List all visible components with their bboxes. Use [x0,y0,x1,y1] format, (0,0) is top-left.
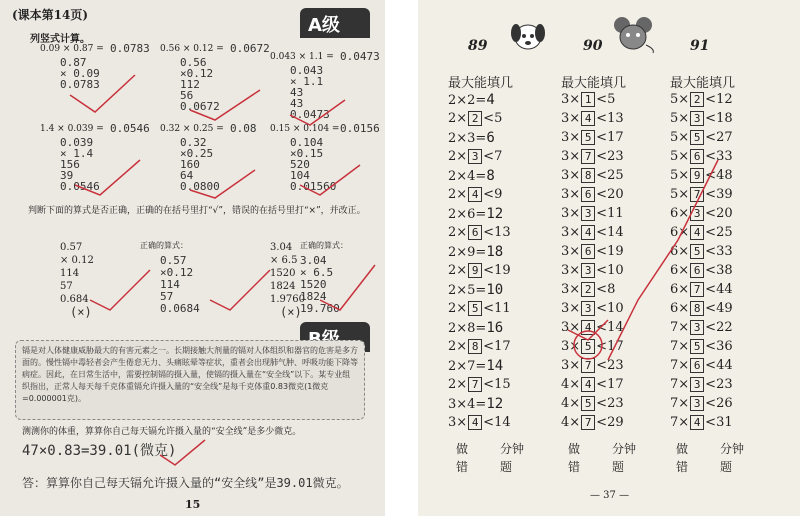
answer-box[interactable]: 3 [581,263,595,278]
row-prefix: 5× [670,111,690,126]
row-prefix: 3× [561,301,581,316]
row-suffix: <48 [705,168,733,183]
answer-box[interactable]: 9 [690,168,704,183]
problem-answer: 0.08 [230,122,257,135]
row-prefix: 3× [561,263,581,278]
problem-answer: 0.0783 [110,42,150,55]
footer-zuo-1: 做 [456,442,469,456]
work-line: 0.0783 [60,78,100,91]
row-suffix: <13 [483,225,511,240]
judge-line: 0.57 [60,242,83,253]
answer-box[interactable]: 7 [690,282,704,297]
answer-box[interactable]: 5 [581,130,595,145]
row-suffix: <9 [483,187,503,202]
row-suffix: <13 [596,111,624,126]
row-prefix: 4× [561,377,581,392]
row-prefix: 7× [670,415,690,430]
work-line: 0.56 [180,56,207,69]
row-prefix: 3× [561,244,581,259]
answer-box[interactable]: 6 [690,149,704,164]
answer-box[interactable]: 3 [690,206,704,221]
answer-line: 答：算算你自己每天镉允许摄入量的“安全线”是39.01微克。 [22,476,349,490]
row-suffix: <19 [596,244,624,259]
answer-box[interactable]: 8 [468,339,482,354]
work-line: 43 [290,97,304,110]
answer-box[interactable]: 4 [468,187,482,202]
answer-box[interactable]: 4 [581,225,595,240]
judge-line: × 0.12 [60,255,94,266]
work-line: 0.0473 [290,108,330,121]
answer-box[interactable]: 3 [690,377,704,392]
answer-box[interactable]: 5 [690,339,704,354]
row-prefix: 5× [670,168,690,183]
answer-box[interactable]: 4 [581,320,595,335]
judge-mark: (×) [70,305,92,319]
row-suffix: <29 [596,415,624,430]
work-line: 104 [290,169,310,182]
red-grading-marks [418,0,800,516]
footer-fenzhong-3: 分钟 [720,442,745,456]
row-suffix: <10 [596,263,624,278]
row-prefix: 2×5= [448,283,487,298]
row-prefix: 2×8= [448,321,487,336]
correction-line: 1824 [300,290,327,303]
answer-box[interactable]: 5 [690,244,704,259]
answer-box[interactable]: 9 [468,263,482,278]
answer-box[interactable]: 7 [581,358,595,373]
row-prefix: 2× [448,301,468,316]
row-suffix: <11 [483,301,511,316]
work-line: 0.0800 [180,180,220,193]
problem-equation: 0.15 × 0.104 = [270,124,340,134]
row-prefix: 4× [561,396,581,411]
row-prefix: 2× [448,111,468,126]
handwritten-answer: 12 [486,396,504,412]
level-a-badge: A级 [300,8,370,38]
answer-box[interactable]: 8 [690,301,704,316]
correction-line: 57 [160,290,174,303]
row-suffix: <27 [705,130,733,145]
row-suffix: <20 [596,187,624,202]
work-line: × 0.09 [60,67,100,80]
correction-line: 114 [160,278,180,291]
row-prefix: 7× [670,396,690,411]
row-prefix: 3× [561,130,581,145]
answer-box[interactable]: 7 [581,149,595,164]
row-suffix: <18 [705,111,733,126]
footer-cuo-1: 错 [456,460,469,474]
answer-box[interactable]: 4 [690,415,704,430]
judge-mark: (×) [280,305,302,319]
problem-equation: 0.32 × 0.25 = [160,124,224,134]
row-prefix: 7× [670,320,690,335]
row-suffix: <17 [596,377,624,392]
row-suffix: <23 [596,358,624,373]
handwritten-answer: 8 [486,168,495,184]
row-prefix: 2×3= [448,131,487,146]
row-suffix: <49 [705,301,733,316]
judge-line: × 6.5 [270,255,298,266]
right-page [418,0,800,516]
correction-line: 1520 [300,278,327,291]
row-suffix: <23 [596,149,624,164]
judge-line: 1824 [270,281,296,292]
row-suffix: <7 [483,149,503,164]
work-line: 0.0546 [60,180,100,193]
footer-fenzhong-1: 分钟 [500,442,525,456]
work-line: ×0.15 [290,147,324,160]
answer-box[interactable]: 2 [690,92,704,107]
answer-box[interactable]: 6 [468,225,482,240]
correct-label: 正确的算式： [300,241,348,250]
handwritten-answer: 10 [486,282,504,298]
right-page-number: — 37 — [590,490,630,501]
number-90: 90 [583,38,603,54]
page-gap [385,0,418,516]
work-line: 160 [180,158,200,171]
work-line: ×0.12 [180,67,214,80]
answer-box[interactable]: 3 [690,111,704,126]
judge-line: 1520 [270,268,296,279]
problem-answer: 0.0672 [230,42,270,55]
row-prefix: 3× [448,415,468,430]
footer-ti-2: 题 [612,460,625,474]
correction-line: 0.57 [160,254,187,267]
row-prefix: 7× [670,358,690,373]
answer-box[interactable]: 3 [581,301,595,316]
correction-line: 0.0684 [160,302,200,315]
row-suffix: <17 [483,339,511,354]
row-suffix: <38 [705,263,733,278]
col2-title: 最大能填几 [561,76,627,91]
row-prefix: 3× [561,358,581,373]
work-line: 0.043 [290,64,324,77]
row-prefix: 3× [561,339,581,354]
row-suffix: <23 [596,396,624,411]
problem-equation: 0.56 × 0.12 = [160,44,224,54]
answer-box[interactable]: 6 [690,263,704,278]
work-line: 112 [180,78,200,91]
row-suffix: <31 [705,415,733,430]
answer-box[interactable]: 5 [581,396,595,411]
number-91: 91 [690,38,710,54]
work-line: 43 [290,86,304,99]
row-prefix: 3× [561,149,581,164]
row-prefix: 6× [670,263,690,278]
passage: 镉是对人体健康威胁最大的有害元素之一。长期接触大剂量的镉对人体组织和器官的危害是多方面的。慢性镉中毒轻者会产生倦怠无力、头痛眩晕等症状，重者会出现肺气肿、呼吸功能下降等病症。因此，在日常生活中，需要控制镉的摄入量，使镉的摄入量在“安全线”以下。某专业组织指出，正常人每天每千克体重镉允许摄入量的“安全线”是每千克体重0.83微克(1微克=0.000001克)。 [15,340,365,420]
handwritten-answer: 6 [486,130,495,146]
row-prefix: 2× [448,225,468,240]
row-suffix: <23 [705,377,733,392]
correction-line: ×0.12 [160,266,194,279]
row-prefix: 2×9= [448,245,487,260]
handwritten-answer: 4 [486,92,495,108]
answer-box[interactable]: 3 [468,149,482,164]
judge-line: 114 [60,268,80,279]
footer-ti-3: 题 [720,460,733,474]
row-suffix: <19 [483,263,511,278]
row-suffix: <25 [596,168,624,183]
correction-line: × 6.5 [300,266,334,279]
judge-line: 1.9760 [270,294,305,305]
row-suffix: <14 [483,415,511,430]
handwritten-answer: 12 [486,206,504,222]
correct-label: 正确的算式： [140,241,188,250]
row-prefix: 3× [561,111,581,126]
row-suffix: <11 [596,206,624,221]
row-prefix: 3× [561,168,581,183]
row-prefix: 3× [561,225,581,240]
answer-box[interactable]: 5 [690,130,704,145]
row-prefix: 4× [561,415,581,430]
row-suffix: <44 [705,282,733,297]
work-line: ×0.25 [180,147,214,160]
judge-line: 3.04 [270,242,293,253]
row-suffix: <12 [705,92,733,107]
judge-line: 57 [60,281,73,292]
footer-zuo-3: 做 [676,442,689,456]
row-prefix: 3× [561,320,581,335]
answer-box[interactable]: 2 [468,111,482,126]
work-line: 0.01560 [290,180,337,193]
work-line: × 1.1 [290,75,324,88]
calc-line: 47×0.83=39.01(微克) [22,443,177,459]
row-prefix: 2×7= [448,359,487,374]
row-suffix: <5 [483,111,503,126]
answer-box[interactable]: 4 [690,225,704,240]
row-suffix: <33 [705,244,733,259]
judge-line: 0.684 [60,294,89,305]
row-prefix: 2× [448,149,468,164]
correction-line: 3.04 [300,254,327,267]
problem-answer: 0.0546 [110,122,150,135]
footer-zuo-2: 做 [568,442,581,456]
row-prefix: 2× [448,187,468,202]
work-line: 156 [60,158,80,171]
footer-ti-1: 题 [500,460,513,474]
answer-box[interactable]: 8 [581,168,595,183]
work-line: 56 [180,89,194,102]
row-prefix: 6× [670,282,690,297]
answer-box[interactable]: 5 [468,301,482,316]
row-prefix: 6× [670,225,690,240]
row-prefix: 2× [448,377,468,392]
footer-fenzhong-2: 分钟 [612,442,637,456]
row-prefix: 2× [448,339,468,354]
handwritten-answer: 18 [486,244,504,260]
row-suffix: <22 [705,320,733,335]
answer-box[interactable]: 7 [468,377,482,392]
row-prefix: 5× [670,187,690,202]
row-prefix: 6× [670,301,690,316]
row-suffix: <8 [596,282,616,297]
answer-box[interactable]: 3 [690,320,704,335]
row-prefix: 3× [561,282,581,297]
row-suffix: <25 [705,225,733,240]
work-line: 64 [180,169,194,182]
answer-box[interactable]: 6 [581,244,595,259]
row-suffix: <26 [705,396,733,411]
handwritten-answer: 16 [486,320,504,336]
row-suffix: <44 [705,358,733,373]
footer-cuo-3: 错 [676,460,689,474]
problem-equation: 0.09 × 0.87 = [40,44,104,54]
row-prefix: 7× [670,339,690,354]
answer-box[interactable]: 1 [581,92,595,107]
row-suffix: <33 [705,149,733,164]
row-suffix: <14 [596,225,624,240]
answer-box[interactable]: 6 [581,187,595,202]
question: 测测你的体重，算算你自己每天镉允许摄入量的“安全线”是多少微克。 [22,427,302,437]
row-suffix: <17 [596,339,624,354]
problem-equation: 1.4 × 0.039 = [40,124,104,134]
number-89: 89 [468,38,488,54]
work-line: × 1.4 [60,147,94,160]
answer-box[interactable]: 6 [690,358,704,373]
col1-title: 最大能填几 [448,76,514,91]
answer-box[interactable]: 7 [581,415,595,430]
answer-box[interactable]: 4 [581,377,595,392]
row-prefix: 3×4= [448,397,487,412]
answer-box[interactable]: 4 [468,415,482,430]
row-suffix: <39 [705,187,733,202]
section2-title: 判断下面的算式是否正确，正确的在括号里打“√”，错误的在括号里打“×”，并改正。 [28,206,366,216]
answer-box[interactable]: 4 [581,111,595,126]
row-suffix: <20 [705,206,733,221]
row-suffix: <15 [483,377,511,392]
row-prefix: 7× [670,377,690,392]
row-prefix: 2×6= [448,207,487,222]
answer-box[interactable]: 3 [581,206,595,221]
left-page [0,0,385,516]
row-suffix: <17 [596,130,624,145]
row-prefix: 3× [561,187,581,202]
row-prefix: 2×2= [448,93,487,108]
work-line: 0.104 [290,136,324,149]
row-suffix: <36 [705,339,733,354]
correction-line: 19.760 [300,302,340,315]
row-prefix: 6× [670,206,690,221]
row-prefix: 5× [670,92,690,107]
answer-box[interactable]: 2 [581,282,595,297]
red-check-marks [0,0,385,516]
row-prefix: 5× [670,149,690,164]
problem-answer: 0.0156 [340,122,380,135]
row-prefix: 2×4= [448,169,487,184]
answer-box[interactable]: 3 [690,396,704,411]
footer-cuo-2: 错 [568,460,581,474]
row-prefix: 5× [670,130,690,145]
row-suffix: <14 [596,320,624,335]
row-prefix: 3× [561,92,581,107]
col3-title: 最大能填几 [670,76,736,91]
work-line: 0.32 [180,136,207,149]
work-line: 0.0672 [180,100,220,113]
problem-equation: 0.043 × 1.1 = [270,52,334,62]
problem-answer: 0.0473 [340,50,380,63]
handwritten-answer: 14 [486,358,504,374]
row-prefix: 2× [448,263,468,278]
section1-title: 列竖式计算。 [30,34,90,45]
answer-box[interactable]: 7 [690,187,704,202]
page-number: 15 [185,498,201,511]
row-suffix: <10 [596,301,624,316]
work-line: 0.039 [60,136,94,149]
page-header: (课本第14页) [12,8,89,22]
answer-box[interactable]: 5 [581,339,595,354]
row-suffix: <5 [596,92,616,107]
work-line: 0.87 [60,56,87,69]
row-prefix: 3× [561,206,581,221]
row-prefix: 6× [670,244,690,259]
work-line: 520 [290,158,310,171]
work-line: 39 [60,169,74,182]
